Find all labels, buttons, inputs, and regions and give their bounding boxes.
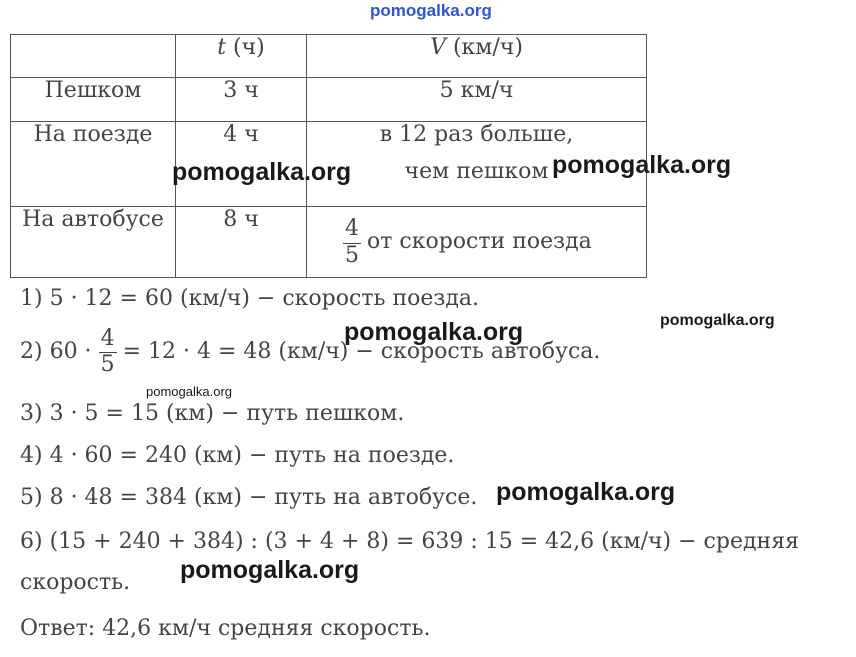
table-header-row [11, 35, 647, 78]
speed-variable: V [430, 35, 446, 60]
watermark-top[interactable]: pomogalka.org [370, 1, 492, 20]
row-speed [307, 207, 647, 278]
fraction [99, 327, 117, 376]
watermark[interactable]: pomogalka.org [660, 312, 775, 329]
fraction-numerator: 4 [343, 217, 361, 243]
watermark[interactable]: pomogalka.org [496, 478, 676, 506]
solution-step-6: 6) (15 + 240 + 384) : (3 + 4 + 8) = 639 : 15 = 42,6 (км/ч) − средняя [20, 529, 799, 554]
row-label: На автобусе [11, 207, 176, 278]
header-time [176, 35, 307, 78]
watermark[interactable]: pomogalka.org [172, 158, 352, 186]
row-time: 4 ч [176, 122, 307, 207]
step2-prefix: 2) 60 · [20, 339, 92, 365]
solution-step-5: 5) 8 · 48 = 384 (км) − путь на автобусе. [20, 485, 478, 510]
time-variable: t [217, 35, 227, 60]
header-empty-cell [11, 35, 176, 78]
row-time: 3 ч [176, 78, 307, 122]
solution-step-3: 3) 3 · 5 = 15 (км) − путь пешком. [20, 401, 405, 426]
watermark[interactable]: pomogalka.org [344, 318, 524, 346]
row-label: Пешком [11, 78, 176, 122]
speed-line-1: в 12 раз больше, [379, 122, 574, 147]
row-time: 8 ч [176, 207, 307, 278]
table-row [11, 207, 647, 278]
row-speed: 5 км/ч [307, 78, 647, 122]
solution-step-4: 4) 4 · 60 = 240 (км) − путь на поезде. [20, 443, 455, 468]
speed-line-2: чем пешком [404, 159, 549, 184]
fraction-denominator: 5 [100, 352, 115, 378]
speed-unit: (км/ч) [445, 35, 523, 60]
speed-text: от скорости поезда [367, 229, 592, 255]
watermark[interactable]: pomogalka.org [146, 384, 232, 399]
step2-suffix: = 12 · 4 = 48 (км/ч) − скорость автобуса. [122, 339, 601, 365]
solution-step-6-continued: скорость. [20, 570, 131, 595]
fraction-denominator: 5 [345, 242, 359, 268]
fraction-numerator: 4 [99, 327, 117, 353]
fraction [343, 217, 361, 266]
row-label: На поезде [11, 122, 176, 207]
time-unit: (ч) [226, 35, 265, 60]
watermark[interactable]: pomogalka.org [180, 556, 360, 584]
solution-step-1: 1) 5 · 12 = 60 (км/ч) − скорость поезда. [20, 286, 480, 311]
table-row [11, 78, 647, 122]
header-speed [307, 35, 647, 78]
watermark[interactable]: pomogalka.org [552, 151, 732, 179]
answer: Ответ: 42,6 км/ч средняя скорость. [20, 616, 431, 641]
